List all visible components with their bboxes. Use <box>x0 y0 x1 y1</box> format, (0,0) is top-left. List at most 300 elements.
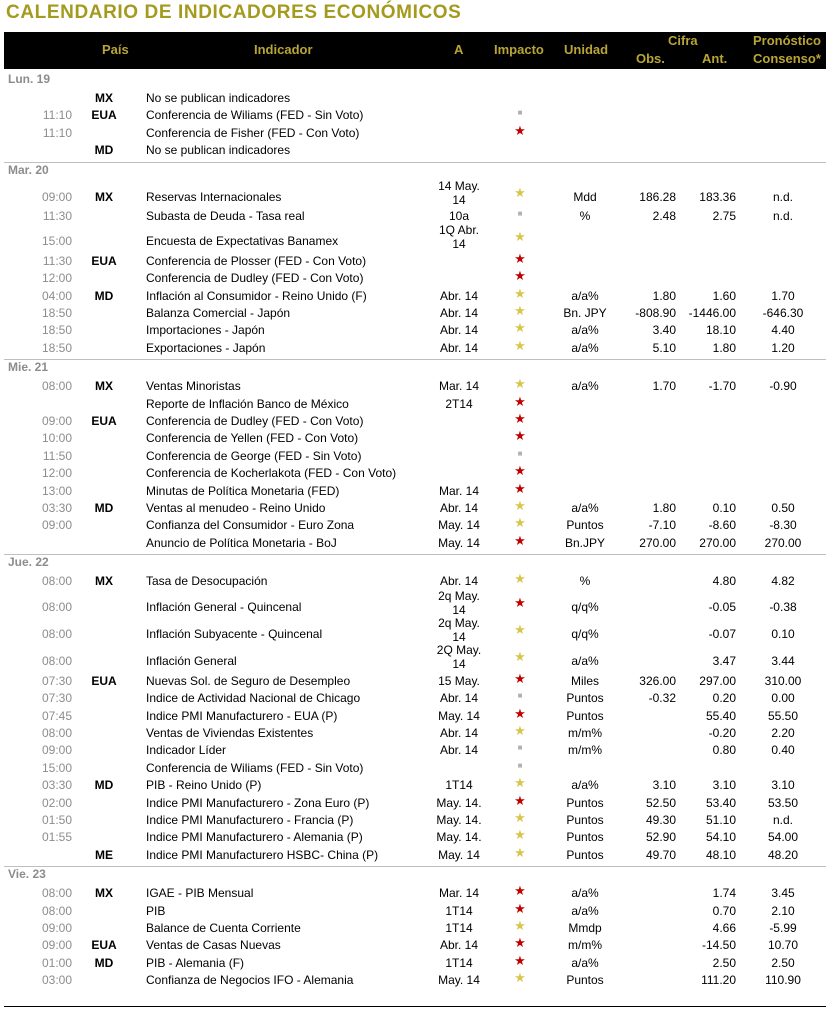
row-indicator: Indice PMI Manufacturero - EUA (P) <box>146 708 338 723</box>
row-time: 08:00 <box>41 627 72 641</box>
row-period: Abr. 14 <box>439 691 479 706</box>
row-country: MX <box>95 574 113 589</box>
row-indicator: Balanza Comercial - Japón <box>146 306 291 320</box>
row-country: MD <box>94 288 114 303</box>
row-time: 08:00 <box>41 379 72 394</box>
row-forecast: 2.20 <box>771 726 795 740</box>
impact-medium-star-icon: ★ <box>514 303 526 318</box>
row-period: 2Q May. <box>436 643 482 658</box>
row-forecast: -646.30 <box>762 306 804 320</box>
row-unit: Puntos <box>566 795 604 810</box>
row-obs: 49.70 <box>645 847 676 862</box>
impact-high-star-icon: ★ <box>514 532 526 548</box>
row-period: May. 14 <box>438 973 480 988</box>
row-time: 10:00 <box>41 431 72 446</box>
row-time: 18:50 <box>41 323 72 338</box>
row-forecast: -0.38 <box>769 599 797 614</box>
day-label: Lun. 19 <box>8 72 51 86</box>
row-time: 07:30 <box>41 691 72 706</box>
row-period: 14 <box>452 602 466 617</box>
row-time: 11:30 <box>42 253 72 268</box>
row-time: 02:00 <box>41 795 72 810</box>
row-country: MX <box>95 91 113 105</box>
row-unit: a/a% <box>571 340 599 355</box>
row-ant: 4.66 <box>712 921 736 935</box>
day-separator <box>4 866 826 867</box>
row-unit: a/a% <box>571 955 599 970</box>
impact-high-star-icon: ★ <box>514 268 526 284</box>
row-ant: -0.05 <box>708 599 736 614</box>
row-time: 18:50 <box>41 340 72 355</box>
row-time: 11:10 <box>42 108 72 123</box>
row-ant: 53.40 <box>705 795 736 810</box>
day-label: Mie. 21 <box>8 360 49 375</box>
impact-medium-star-icon: ★ <box>514 515 526 531</box>
row-time: 09:00 <box>41 518 72 533</box>
row-forecast: 48.20 <box>767 847 799 862</box>
row-forecast: -5.99 <box>769 921 797 935</box>
row-period: Abr. 14 <box>439 726 479 740</box>
row-time: 01:00 <box>41 955 72 970</box>
row-period: Abr. 14 <box>439 938 479 953</box>
row-period: Abr. 14 <box>439 501 479 515</box>
row-indicator: Tasa de Desocupación <box>146 574 268 589</box>
header-pais: País <box>102 42 129 57</box>
row-time: 13:00 <box>41 483 72 498</box>
row-period: Abr. 14 <box>439 323 479 338</box>
row-forecast: -8.30 <box>769 518 797 533</box>
header-impacto: Impacto <box>494 42 544 57</box>
row-ant: 1.74 <box>712 886 736 901</box>
row-time: 09:00 <box>41 938 72 953</box>
row-indicator: Ventas de Casas Nuevas <box>146 938 281 953</box>
impact-medium-star-icon: ★ <box>514 320 526 336</box>
impact-high-star-icon: ★ <box>514 122 526 138</box>
row-country: EUA <box>91 108 117 123</box>
row-ant: -0.20 <box>708 726 736 740</box>
row-unit: m/m% <box>568 726 602 740</box>
row-obs: 270.00 <box>639 535 676 550</box>
row-period: 14 <box>452 657 466 672</box>
impact-medium-star-icon: ★ <box>514 184 526 200</box>
row-period: 1T14 <box>445 955 473 970</box>
row-ant: 1.60 <box>712 288 736 303</box>
row-indicator: Reservas Internacionales <box>146 189 282 204</box>
impact-high-star-icon: ★ <box>514 594 526 610</box>
row-indicator: Conferencia de George (FED - Sin Voto) <box>146 448 362 463</box>
row-country: MX <box>95 886 113 901</box>
impact-medium-star-icon: ★ <box>514 723 526 738</box>
row-obs: 49.30 <box>645 813 676 827</box>
row-unit: q/q% <box>571 599 599 614</box>
row-period: 15 May. <box>438 673 480 688</box>
row-ant: 54.10 <box>705 830 736 845</box>
row-indicator: Indice PMI Manufacturero HSBC- China (P) <box>146 847 379 862</box>
row-indicator: Confianza de Negocios IFO - Alemania <box>146 973 354 988</box>
row-obs: 3.40 <box>652 323 676 338</box>
impact-high-star-icon: ★ <box>514 883 526 899</box>
row-ant: -1446.00 <box>688 306 736 320</box>
row-obs: 1.80 <box>652 501 676 515</box>
row-time: 08:00 <box>41 726 72 740</box>
row-country: MX <box>95 189 113 204</box>
row-forecast: 3.10 <box>771 778 795 793</box>
row-period: 1T14 <box>445 903 473 918</box>
row-ant: 3.10 <box>712 778 736 793</box>
row-ant: 18.10 <box>705 323 736 338</box>
impact-medium-star-icon: ★ <box>514 571 526 587</box>
row-ant: -14.50 <box>701 938 736 953</box>
impact-medium-star-icon: ★ <box>514 649 526 665</box>
row-period: Mar. 14 <box>438 379 480 394</box>
bottom-rule <box>4 1006 826 1007</box>
row-ant: 2.50 <box>712 955 736 970</box>
row-forecast: 3.44 <box>771 654 795 669</box>
row-obs: 3.10 <box>652 778 676 793</box>
row-obs: 52.50 <box>645 795 676 810</box>
row-obs: 5.10 <box>652 340 676 355</box>
row-forecast: 3.45 <box>771 886 795 901</box>
row-forecast: 53.50 <box>767 795 799 810</box>
row-period: May. 14. <box>436 813 482 827</box>
row-indicator: Balance de Cuenta Corriente <box>146 921 301 935</box>
row-indicator: Importaciones - Japón <box>146 323 265 338</box>
row-indicator: PIB - Alemania (F) <box>146 955 245 970</box>
row-ant: 3.47 <box>712 654 736 669</box>
row-forecast: 0.50 <box>771 501 795 515</box>
row-ant: 2.75 <box>712 209 736 223</box>
row-forecast: 0.00 <box>771 691 795 706</box>
row-unit: Puntos <box>566 708 604 723</box>
row-time: 09:00 <box>41 921 72 935</box>
row-time: 03:30 <box>41 778 72 793</box>
row-indicator: Reporte de Inflación Banco de México <box>146 396 349 411</box>
impact-medium-star-icon: ★ <box>514 622 526 637</box>
row-time: 07:45 <box>41 708 72 723</box>
row-unit: Puntos <box>566 847 604 862</box>
row-unit: Mmdp <box>568 921 602 935</box>
impact-medium-star-icon: ★ <box>514 229 526 245</box>
row-period: May. 14 <box>438 847 480 862</box>
row-forecast: 10.70 <box>767 938 799 953</box>
impact-high-star-icon: ★ <box>514 792 526 808</box>
row-indicator: Indice PMI Manufacturero - Zona Euro (P) <box>146 795 370 810</box>
day-separator <box>4 554 826 555</box>
impact-low-square-icon: ■ <box>517 743 523 753</box>
row-indicator: Inflación al Consumidor - Reino Unido (F) <box>146 288 367 303</box>
row-period: 2q May. <box>438 616 480 630</box>
impact-low-square-icon: ■ <box>517 448 523 458</box>
day-label: Vie. 23 <box>8 867 46 882</box>
row-time: 08:00 <box>41 903 72 918</box>
row-period: Abr. 14 <box>439 743 479 758</box>
row-indicator: Indice PMI Manufacturero - Alemania (P) <box>146 830 363 845</box>
row-time: 01:55 <box>41 830 72 845</box>
header-obs: Obs. <box>636 51 665 66</box>
row-time: 01:50 <box>41 813 72 827</box>
row-forecast: 4.40 <box>771 323 795 338</box>
row-forecast: 270.00 <box>764 535 802 550</box>
row-unit: Puntos <box>566 518 604 533</box>
row-unit: Puntos <box>566 973 604 988</box>
row-period: May. 14 <box>438 708 480 723</box>
row-ant: 51.10 <box>705 813 736 827</box>
row-unit: m/m% <box>568 743 602 758</box>
row-forecast: 0.40 <box>771 743 795 758</box>
row-indicator: No se publican indicadores <box>146 143 291 158</box>
row-period: Abr. 14 <box>439 288 479 303</box>
row-forecast: 2.10 <box>771 903 795 918</box>
row-ant: 0.20 <box>712 691 736 706</box>
impact-medium-star-icon: ★ <box>514 844 526 860</box>
row-country: MX <box>95 379 113 394</box>
row-ant: 270.00 <box>699 535 736 550</box>
row-period: Mar. 14 <box>438 483 480 498</box>
row-period: 14 May. <box>438 178 480 193</box>
row-indicator: IGAE - PIB Mensual <box>146 886 254 901</box>
row-period: 2T14 <box>445 396 473 411</box>
row-obs: 1.80 <box>652 288 676 303</box>
impact-high-star-icon: ★ <box>514 935 526 951</box>
row-indicator: Encuesta de Expectativas Banamex <box>146 234 339 249</box>
row-time: 08:00 <box>41 654 72 669</box>
row-period: Abr. 14 <box>439 574 479 589</box>
row-indicator: Conferencia de Wiliams (FED - Sin Voto) <box>146 760 364 775</box>
row-indicator: PIB <box>146 903 166 918</box>
day-separator <box>4 162 826 163</box>
row-forecast: -0.90 <box>769 379 797 394</box>
row-indicator: Conferencia de Wiliams (FED - Sin Voto) <box>146 108 364 123</box>
row-forecast: 110.90 <box>765 973 801 988</box>
impact-high-star-icon: ★ <box>514 411 526 426</box>
row-ant: 0.70 <box>712 903 736 918</box>
row-period: 1Q Abr. <box>438 223 480 238</box>
row-unit: Bn.JPY <box>564 535 606 550</box>
row-time: 08:00 <box>41 599 72 614</box>
impact-high-star-icon: ★ <box>514 428 526 444</box>
row-country: EUA <box>91 414 117 428</box>
row-unit: Miles <box>570 673 599 688</box>
row-period: Abr. 14 <box>439 306 479 320</box>
row-obs: 2.48 <box>652 209 676 223</box>
row-unit: Bn. JPY <box>563 306 607 320</box>
row-unit: a/a% <box>571 778 599 793</box>
row-indicator: Inflación General - Quincenal <box>146 599 302 614</box>
header-cifra: Cifra <box>668 33 698 48</box>
header-ant: Ant. <box>702 51 728 66</box>
row-indicator: Inflación Subyacente - Quincenal <box>146 627 323 641</box>
impact-high-star-icon: ★ <box>514 670 526 686</box>
row-unit: Mdd <box>573 189 597 204</box>
row-time: 15:00 <box>41 234 72 249</box>
row-unit: a/a% <box>571 379 599 394</box>
row-obs: -7.10 <box>648 518 676 533</box>
row-unit: a/a% <box>571 288 599 303</box>
row-forecast: 1.70 <box>771 288 795 303</box>
row-period: May. 14 <box>438 518 480 533</box>
row-period: 2q May. <box>438 588 480 603</box>
row-indicator: Conferencia de Fisher (FED - Con Voto) <box>146 125 360 140</box>
page-title: CALENDARIO DE INDICADORES ECONÓMICOS <box>6 2 462 23</box>
row-indicator: PIB - Reino Unido (P) <box>146 778 262 793</box>
row-forecast: 54.00 <box>767 830 799 845</box>
row-forecast: n.d. <box>772 189 793 204</box>
row-unit: Puntos <box>566 691 604 706</box>
impact-medium-star-icon: ★ <box>514 285 526 301</box>
row-indicator: Exportaciones - Japón <box>146 340 266 355</box>
row-indicator: Nuevas Sol. de Seguro de Desempleo <box>146 673 351 688</box>
day-separator <box>4 359 826 360</box>
row-indicator: No se publican indicadores <box>146 91 291 105</box>
impact-low-square-icon: ■ <box>517 691 523 701</box>
row-forecast: 1.20 <box>771 340 795 355</box>
row-time: 09:00 <box>41 189 72 204</box>
row-time: 11:30 <box>42 209 72 223</box>
row-time: 07:30 <box>41 673 72 688</box>
impact-medium-star-icon: ★ <box>514 498 526 513</box>
row-ant: -0.07 <box>708 627 736 641</box>
row-period: 1T14 <box>445 778 473 793</box>
row-unit: q/q% <box>571 627 599 641</box>
row-indicator: Conferencia de Dudley (FED - Con Voto) <box>146 271 364 286</box>
row-indicator: Inflación General <box>146 654 237 669</box>
row-unit: a/a% <box>571 903 599 918</box>
row-period: Mar. 14 <box>438 886 480 901</box>
row-country: MD <box>94 143 114 158</box>
row-unit: m/m% <box>568 938 602 953</box>
row-time: 09:00 <box>41 743 72 758</box>
row-indicator: Ventas Minoristas <box>146 379 241 394</box>
impact-medium-star-icon: ★ <box>514 775 526 791</box>
row-period: May. 14 <box>438 535 480 550</box>
row-time: 08:00 <box>41 574 72 589</box>
row-time: 11:10 <box>42 125 72 140</box>
impact-high-star-icon: ★ <box>514 900 526 916</box>
row-ant: 0.80 <box>712 743 736 758</box>
table-header <box>4 32 826 69</box>
row-ant: 4.80 <box>712 574 736 589</box>
row-obs: -808.90 <box>635 306 676 320</box>
row-period: 10a <box>448 209 470 223</box>
row-period: May. 14. <box>436 795 482 810</box>
row-ant: 1.80 <box>712 340 736 355</box>
impact-low-square-icon: ■ <box>517 209 523 218</box>
row-indicator: Ventas de Viviendas Existentes <box>146 726 314 740</box>
row-ant: -1.70 <box>708 379 736 394</box>
row-obs: 186.28 <box>639 189 676 204</box>
impact-high-star-icon: ★ <box>514 463 526 479</box>
row-forecast: 310.00 <box>764 673 802 688</box>
day-label: Mar. 20 <box>8 162 49 177</box>
row-unit: a/a% <box>571 886 599 901</box>
row-forecast: 55.50 <box>767 708 799 723</box>
row-obs: 1.70 <box>652 379 676 394</box>
row-time: 08:00 <box>41 886 72 901</box>
row-country: ME <box>95 847 113 862</box>
row-obs: -0.32 <box>648 691 676 706</box>
row-obs: 326.00 <box>639 673 676 688</box>
impact-high-star-icon: ★ <box>514 952 526 968</box>
row-indicator: Indicador Líder <box>146 743 227 758</box>
row-unit: a/a% <box>571 323 599 338</box>
row-unit: % <box>579 574 591 589</box>
row-ant: 297.00 <box>699 673 736 688</box>
row-ant: 0.10 <box>712 501 736 515</box>
row-period: 14 <box>452 630 466 644</box>
row-forecast: 2.50 <box>771 955 795 970</box>
row-country: EUA <box>91 673 117 688</box>
row-forecast: 0.10 <box>771 627 795 641</box>
impact-medium-star-icon: ★ <box>514 970 526 986</box>
row-indicator: Anuncio de Política Monetaria - BoJ <box>146 535 337 550</box>
impact-high-star-icon: ★ <box>514 393 526 409</box>
row-indicator: Subasta de Deuda - Tasa real <box>146 209 305 223</box>
row-country: MD <box>94 955 114 970</box>
row-forecast: n.d. <box>772 209 793 223</box>
row-indicator: Conferencia de Dudley (FED - Con Voto) <box>146 414 364 428</box>
row-country: MD <box>94 501 114 515</box>
row-time: 11:50 <box>42 448 72 463</box>
row-country: MD <box>94 778 114 793</box>
row-forecast: 4.82 <box>771 574 795 589</box>
impact-medium-star-icon: ★ <box>514 827 526 843</box>
row-period: Abr. 14 <box>439 340 479 355</box>
row-time: 03:30 <box>41 501 72 515</box>
row-unit: a/a% <box>571 654 599 669</box>
row-unit: Puntos <box>566 830 604 845</box>
row-indicator: Conferencia de Plosser (FED - Con Voto) <box>146 253 367 268</box>
row-obs: 52.90 <box>645 830 676 845</box>
row-indicator: Confianza del Consumidor - Euro Zona <box>146 518 355 533</box>
row-time: 15:00 <box>41 760 72 775</box>
row-indicator: Indice de Actividad Nacional de Chicago <box>146 691 361 706</box>
row-indicator: Indice PMI Manufacturero - Francia (P) <box>146 813 354 827</box>
row-period: 1T14 <box>445 921 473 935</box>
row-time: 12:00 <box>41 466 72 481</box>
impact-medium-star-icon: ★ <box>514 337 526 353</box>
row-indicator: Conferencia de Kocherlakota (FED - Con Voto) <box>146 466 397 481</box>
header-pronostico: Pronóstico <box>753 33 821 48</box>
row-ant: 55.40 <box>705 708 736 723</box>
row-country: EUA <box>91 253 117 268</box>
row-period: May. 14. <box>436 830 482 845</box>
row-time: 18:50 <box>41 306 72 320</box>
impact-high-star-icon: ★ <box>514 480 526 496</box>
impact-high-star-icon: ★ <box>514 250 526 266</box>
header-unidad: Unidad <box>564 42 609 57</box>
row-period: 14 <box>452 192 466 207</box>
row-time: 12:00 <box>41 271 72 286</box>
impact-high-star-icon: ★ <box>514 705 526 721</box>
impact-medium-star-icon: ★ <box>514 376 526 392</box>
day-label: Jue. 22 <box>8 555 49 570</box>
row-period: 14 <box>452 237 466 252</box>
impact-low-square-icon: ■ <box>517 108 523 118</box>
row-unit: a/a% <box>571 501 599 515</box>
row-unit: % <box>579 209 591 223</box>
row-indicator: Ventas al menudeo - Reino Unido <box>146 501 326 515</box>
row-ant: -8.60 <box>708 518 736 533</box>
row-unit: Puntos <box>566 813 604 827</box>
row-forecast: n.d. <box>772 813 793 827</box>
row-indicator: Minutas de Política Monetaria (FED) <box>146 483 340 498</box>
row-ant: 48.10 <box>705 847 736 862</box>
row-time: 03:00 <box>41 973 72 988</box>
impact-low-square-icon: ■ <box>517 760 523 770</box>
row-ant: 183.36 <box>699 189 736 204</box>
impact-medium-star-icon: ★ <box>514 810 526 825</box>
row-time: 04:00 <box>41 288 72 303</box>
